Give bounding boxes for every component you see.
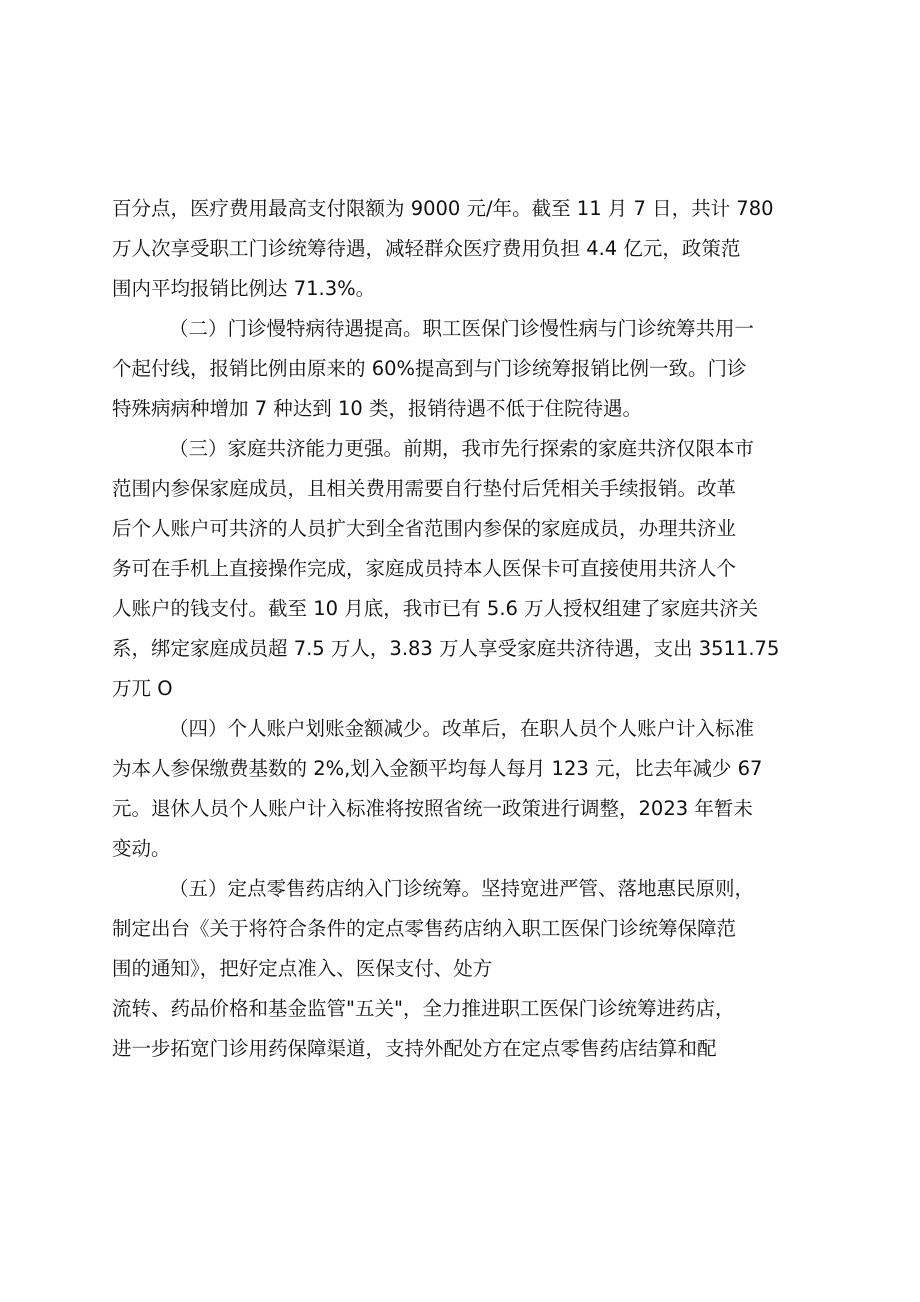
text-line: 百分点，医疗费用最高支付限额为 9000 元/年。截至 11 月 7 日，共计 780 bbox=[112, 197, 774, 220]
text-line: 流转、药品价格和基金监管"五关"，全力推进职工医保门诊统筹进药店， bbox=[112, 997, 735, 1020]
paragraph-heading-line: （四）个人账户划账金额减少。改革后，在职人员个人账户计入标准 bbox=[169, 717, 755, 740]
text-line: 元。退休人员个人账户计入标准将按照省统一政策进行调整，2023 年暂未 bbox=[112, 797, 753, 820]
text-line: 特殊病病种增加 7 种达到 10 类，报销待遇不低于住院待遇。 bbox=[112, 397, 643, 420]
text-line: 制定出台《关于将符合条件的定点零售药店纳入职工医保门诊统筹保障范 bbox=[112, 917, 737, 940]
text-line: 万人次享受职工门诊统筹待遇，减轻群众医疗费用负担 4.4 亿元，政策范 bbox=[112, 237, 741, 260]
text-line: 万兀 O bbox=[112, 677, 173, 700]
text-line: 个起付线，报销比例由原来的 60%提高到与门诊统筹报销比例一致。门诊 bbox=[112, 357, 747, 380]
paragraph-heading-line: （三）家庭共济能力更强。前期，我市先行探索的家庭共济仅限本市 bbox=[169, 437, 755, 460]
text-line: 进一步拓宽门诊用药保障渠道，支持外配处方在定点零售药店结算和配 bbox=[112, 1037, 717, 1060]
document-body bbox=[112, 189, 812, 1069]
text-line: 人账户的钱支付。截至 10 月底，我市已有 5.6 万人授权组建了家庭共济关 bbox=[112, 597, 759, 620]
text-line: 系，绑定家庭成员超 7.5 万人，3.83 万人享受家庭共济待遇，支出 3511.75 bbox=[112, 637, 780, 660]
paragraph-heading-line: （五）定点零售药店纳入门诊统筹。坚持宽进严管、落地惠民原则， bbox=[169, 877, 755, 900]
paragraph-heading-line: （二）门诊慢特病待遇提高。职工医保门诊慢性病与门诊统筹共用一 bbox=[169, 317, 755, 340]
text-line: 为本人参保缴费基数的 2%,划入金额平均每人每月 123 元，比去年减少 67 bbox=[112, 757, 763, 780]
text-line: 后个人账户可共济的人员扩大到全省范围内参保的家庭成员，办理共济业 bbox=[112, 517, 737, 540]
text-line: 变动。 bbox=[112, 837, 171, 860]
text-line: 范围内参保家庭成员，且相关费用需要自行垫付后凭相关手续报销。改革 bbox=[112, 477, 737, 500]
text-line: 务可在手机上直接操作完成，家庭成员持本人医保卡可直接使用共济人个 bbox=[112, 557, 737, 580]
text-line: 围内平均报销比例达 71.3%。 bbox=[112, 277, 376, 300]
text-line: 围的通知》，把好定点准入、医保支付、处方 bbox=[112, 957, 493, 980]
